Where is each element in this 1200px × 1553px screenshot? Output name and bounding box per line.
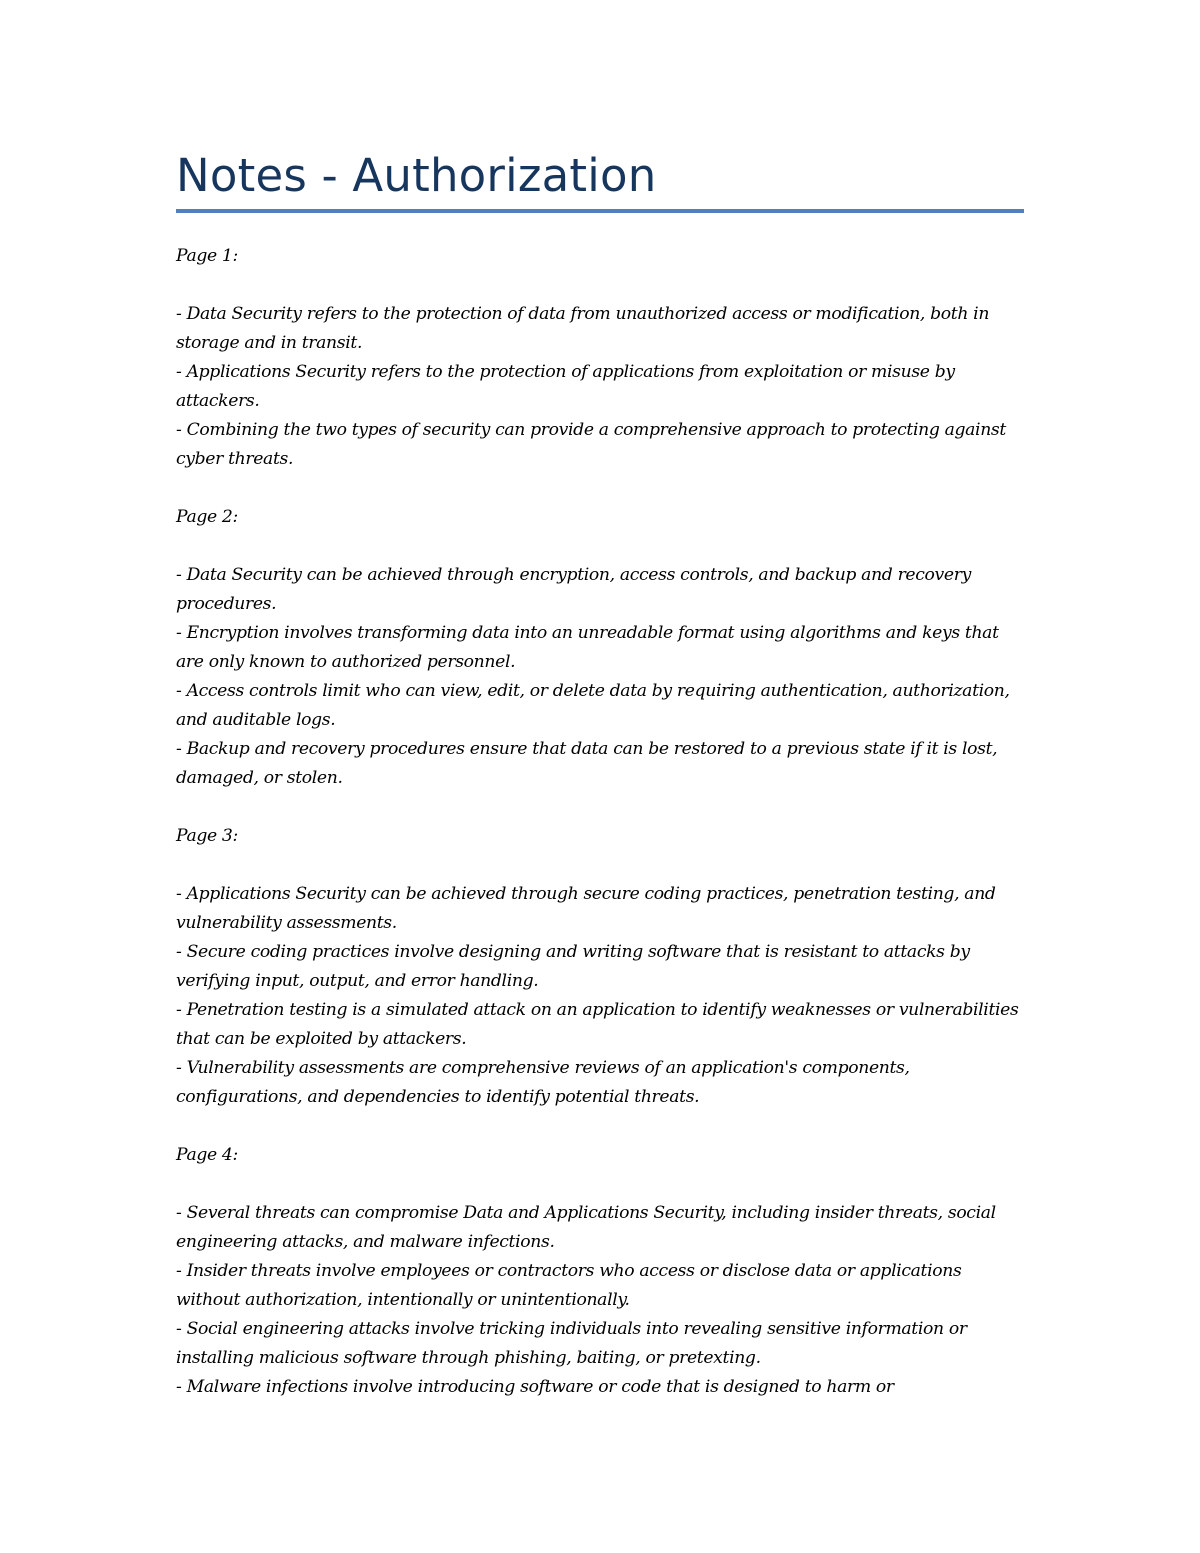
- note-item: - Data Security refers to the protection of data from unauthorized access or modification, both in storage and in transit.: [176, 304, 990, 353]
- note-item: - Applications Security can be achieved through secure coding practices, penetration testing, and vulnerability assessments.: [176, 884, 996, 933]
- note-item: - Access controls limit who can view, edit, or delete data by requiring authentication, authorization, and auditable logs.: [176, 681, 1010, 730]
- page-2-section: [176, 503, 1028, 793]
- note-item: - Data Security can be achieved through encryption, access controls, and backup and recovery procedures.: [176, 565, 971, 614]
- page-3-section: [176, 822, 1028, 1112]
- page-3-heading: Page 3:: [176, 826, 238, 846]
- note-item: - Malware infections involve introducing software or code that is designed to harm or: [176, 1377, 894, 1397]
- note-item: - Penetration testing is a simulated attack on an application to identify weaknesses or vulnerabilities that can be exploited by attackers.: [176, 1000, 1019, 1049]
- note-item: - Vulnerability assessments are comprehensive reviews of an application's components, configurations, and dependencies to identify potential threats.: [176, 1058, 910, 1107]
- note-item: - Secure coding practices involve designing and writing software that is resistant to attacks by verifying input, output, and error handling.: [176, 942, 970, 991]
- document-title: Notes - Authorization: [176, 149, 657, 202]
- note-item: - Encryption involves transforming data into an unreadable format using algorithms and keys that are only known to authorized personnel.: [176, 623, 999, 672]
- page-4-notes: [176, 1199, 1028, 1402]
- note-item: - Several threats can compromise Data and Applications Security, including insider threats, social engineering attacks, and malware infections.: [176, 1203, 996, 1252]
- page-3-notes: [176, 880, 1028, 1112]
- note-item: - Applications Security refers to the protection of applications from exploitation or misuse by attackers.: [176, 362, 955, 411]
- note-item: - Combining the two types of security can provide a comprehensive approach to protecting against cyber threats.: [176, 420, 1006, 469]
- page-1-notes: [176, 300, 1028, 474]
- page-1-section: [176, 242, 1028, 474]
- page-4-section: [176, 1141, 1028, 1402]
- page-1-heading: Page 1:: [176, 246, 238, 266]
- title-underline: [176, 209, 1024, 213]
- page-2-heading: Page 2:: [176, 507, 238, 527]
- note-item: - Social engineering attacks involve tricking individuals into revealing sensitive information or installing malicious software through phishing, baiting, or pretexting.: [176, 1319, 967, 1368]
- document-body: [176, 242, 1028, 1402]
- note-item: - Insider threats involve employees or contractors who access or disclose data or applications without authorization, intentionally or unintentionally.: [176, 1261, 962, 1310]
- page-2-notes: [176, 561, 1028, 793]
- page-4-heading: Page 4:: [176, 1145, 238, 1165]
- note-item: - Backup and recovery procedures ensure that data can be restored to a previous state if it is lost, damaged, or stolen.: [176, 739, 998, 788]
